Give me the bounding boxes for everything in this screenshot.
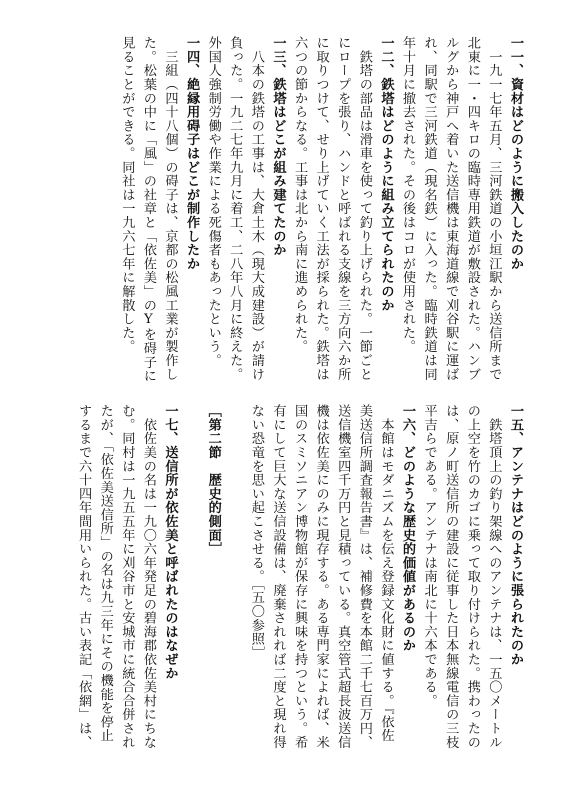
body-line: は、原ノ町送信所の建設に従事した日本無線電信の三枝 <box>443 404 459 749</box>
body-line: 外国人強制労働や作業による死傷者もあったという。 <box>205 36 221 368</box>
body-line: 美送信所調査報告書』は、補修費を本館二千七百万円、 <box>356 404 372 749</box>
section-heading: 一五、アンテナはどのように張られたのか <box>508 404 523 667</box>
body-line: 機は依佐美にのみに現存する。ある専門家によれば、米 <box>313 404 329 749</box>
body-line: れ、同駅で三河鉄道（現名鉄）に入った。臨時鉄道は同 <box>421 36 437 381</box>
section-heading: 一六、どのような歴史的価値があるのか <box>400 404 416 653</box>
body-line: 年十月に撤去された。その後はコロが使用された。 <box>400 36 416 354</box>
section-heading: ［第二節 歴史的側面］ <box>205 404 221 556</box>
body-line: 八本の鉄塔の工事は、大倉土木（現大成建設）が請け <box>248 36 264 381</box>
body-line: 国のスミソニアン博物館が保存に興味を持つという。希 <box>292 404 308 749</box>
top-text-column <box>116 36 526 388</box>
body-line: 平吉らである。アンテナは南北に十六本である。 <box>421 404 437 708</box>
body-line: 三組（四十八個）の碍子は、京都の松風工業が製作し <box>162 36 178 381</box>
section-heading: 一七、送信所が依佐美と呼ばれたのはなぜか <box>162 404 178 680</box>
body-line: 依佐美の名は一九〇六年発足の碧海郡依佐美村にちな <box>140 404 156 749</box>
section-heading: 一四、絶縁用碍子はどこが制作したか <box>184 36 200 271</box>
body-line: む。同村は一九五五年に刈谷市と安城市に統合合併され <box>119 404 135 749</box>
section-heading: 一一、資材はどのように搬入したのか <box>508 36 523 271</box>
body-line: に取りつけて、せり上げていく工法が採られた。鉄塔は <box>313 36 329 381</box>
body-line: 六つの節からなる。工事は北から南に進められた。 <box>292 36 308 354</box>
body-line: 送信機室四千万円と見積っている。真空管式超長波送信 <box>335 404 351 749</box>
body-line: 鉄塔の部品は滑車を使って釣り上げられた。一節ごと <box>356 36 372 381</box>
section-heading: 一二、鉄塔はどのように組み立てられたのか <box>378 36 394 312</box>
body-line: たが、「依佐美送信所」の名は九三年にその機能を停止 <box>97 404 113 743</box>
body-line: 負った。一九二七年九月に着工、二八年八月に終えた。 <box>227 36 243 381</box>
body-line: にロープを張り、ハンドと呼ばれる支線を三方向六か所 <box>335 36 351 381</box>
body-line: 北東に一・四キロの臨時専用鉄道が敷設された。ハンブ <box>464 36 480 381</box>
body-line: 鉄塔頂上の釣り架線へのアンテナは、一五〇メートル <box>486 404 502 749</box>
blank-line <box>181 404 203 756</box>
body-line: 一九一七年五月、三河鉄道の小垣江駅から送信所まで <box>486 36 502 381</box>
body-line: ルグから神戸へ着いた送信機は東海道線で刈谷駅に運ば <box>443 36 459 381</box>
blank-line <box>224 404 246 756</box>
body-line: するまで六十四年間用いられた。古い表記「依網」は、 <box>76 404 92 749</box>
section-heading: 一三、鉄塔はどこが組み建てたのか <box>270 36 286 257</box>
body-line: 本館はモダニズムを伝え登録文化財に値する。『依佐 <box>378 404 394 743</box>
body-line: 見ることができる。同社は一九六七年に解散した。 <box>119 36 135 354</box>
bottom-text-column <box>73 404 526 756</box>
body-line: た。松葉の中に「風」の社章と「依佐美」のYを碍子に <box>140 36 156 383</box>
body-line: の上空を竹のカゴに乗って取り付けられた。携わったの <box>464 404 480 749</box>
body-line: 有にして巨大な送信設備は、廃棄されれば二度と現れ得 <box>270 404 286 749</box>
body-line: ない恐竜を思い起こさせる。［五〇参照］ <box>248 404 264 660</box>
